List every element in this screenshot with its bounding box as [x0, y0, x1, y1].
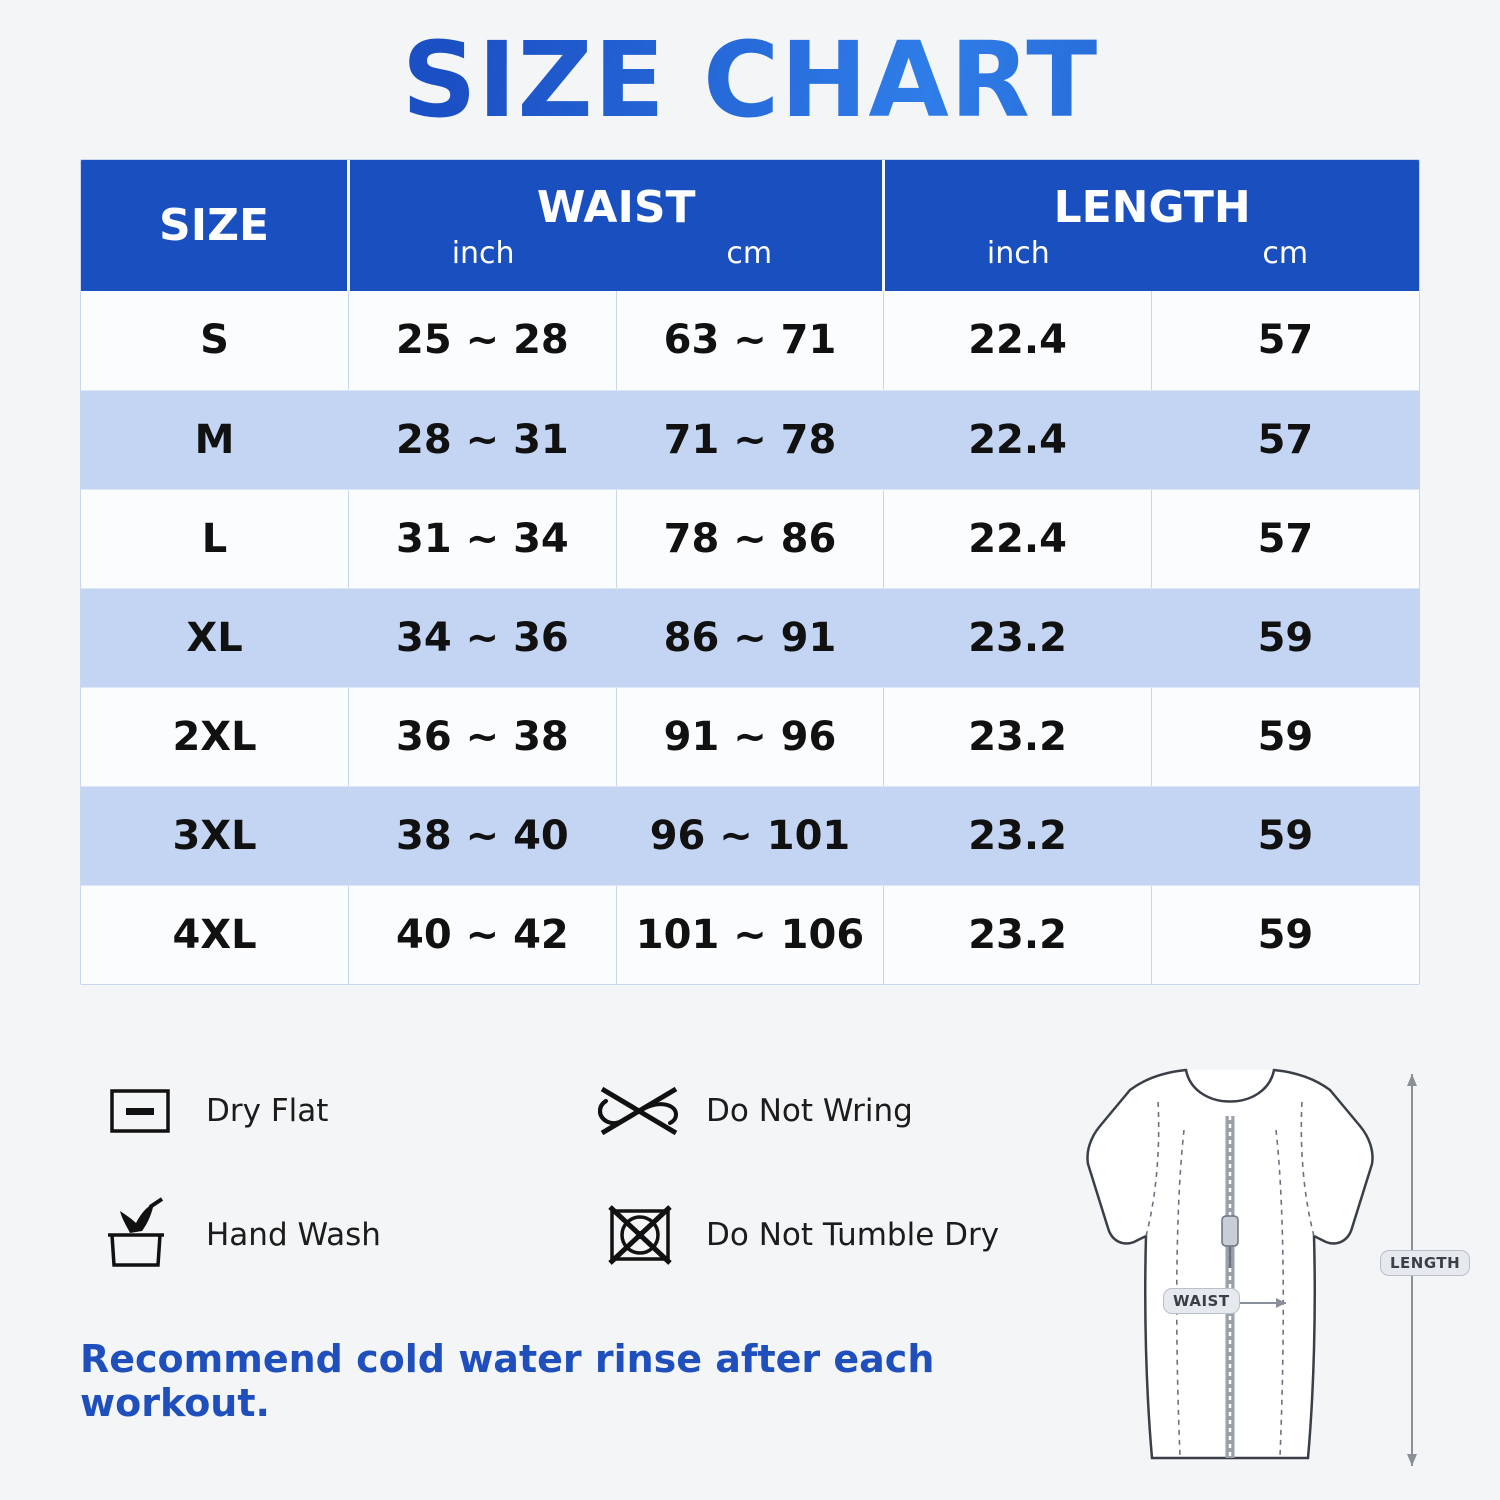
cell-size: XL [81, 588, 349, 687]
cell-size: 3XL [81, 786, 349, 885]
cell-length-cm: 59 [1151, 885, 1419, 984]
waist-measure-tag: WAIST [1163, 1288, 1240, 1314]
table-row [81, 588, 1419, 687]
cell-length-cm: 59 [1151, 588, 1419, 687]
care-label: Do Not Tumble Dry [706, 1217, 1000, 1253]
cell-length-cm: 57 [1151, 390, 1419, 489]
cell-waist-cm: 63 ~ 71 [616, 291, 884, 390]
care-label: Dry Flat [206, 1093, 329, 1129]
subheader-waist-cm: cm [616, 234, 884, 291]
recommendation-text: Recommend cold water rinse after each workout. [80, 1337, 935, 1425]
cell-length-cm: 59 [1151, 687, 1419, 786]
cell-waist-inch: 31 ~ 34 [349, 489, 617, 588]
cell-waist-inch: 38 ~ 40 [349, 786, 617, 885]
care-instructions [80, 1075, 1080, 1425]
cell-length-cm: 57 [1151, 291, 1419, 390]
cell-length-inch: 22.4 [884, 489, 1152, 588]
cell-waist-inch: 34 ~ 36 [349, 588, 617, 687]
cell-size: M [81, 390, 349, 489]
length-measure-tag: LENGTH [1380, 1250, 1470, 1276]
cell-waist-inch: 36 ~ 38 [349, 687, 617, 786]
care-item-do-not-tumble-dry [580, 1195, 1080, 1275]
cell-waist-cm: 71 ~ 78 [616, 390, 884, 489]
subheader-length-inch: inch [884, 234, 1152, 291]
table-row [81, 291, 1419, 390]
table-row [81, 390, 1419, 489]
size-chart-table [80, 159, 1420, 985]
cell-size: 2XL [81, 687, 349, 786]
cell-length-inch: 22.4 [884, 291, 1152, 390]
cell-waist-inch: 28 ~ 31 [349, 390, 617, 489]
cell-size: L [81, 489, 349, 588]
care-item-hand-wash [80, 1195, 580, 1275]
cell-length-inch: 23.2 [884, 786, 1152, 885]
cell-waist-inch: 40 ~ 42 [349, 885, 617, 984]
do-not-tumble-dry-icon [580, 1195, 700, 1275]
cell-length-inch: 23.2 [884, 687, 1152, 786]
cell-length-cm: 59 [1151, 786, 1419, 885]
cell-waist-cm: 96 ~ 101 [616, 786, 884, 885]
table-row [81, 687, 1419, 786]
cell-length-inch: 22.4 [884, 390, 1152, 489]
garment-diagram [1008, 1060, 1461, 1480]
column-header-length: LENGTH [884, 160, 1419, 234]
column-header-size: SIZE [81, 160, 349, 291]
do-not-wring-icon [580, 1075, 700, 1147]
cell-waist-cm: 101 ~ 106 [616, 885, 884, 984]
page-title: SIZE CHART [0, 0, 1500, 135]
care-item-do-not-wring [580, 1075, 1080, 1147]
table-row [81, 885, 1419, 984]
subheader-waist-inch: inch [349, 234, 617, 291]
cell-waist-cm: 78 ~ 86 [616, 489, 884, 588]
cell-length-inch: 23.2 [884, 588, 1152, 687]
cell-length-inch: 23.2 [884, 885, 1152, 984]
table-header [81, 160, 1419, 291]
table-row [81, 489, 1419, 588]
cell-size: S [81, 291, 349, 390]
table-row [81, 786, 1419, 885]
cell-size: 4XL [81, 885, 349, 984]
care-item-dry-flat [80, 1075, 580, 1147]
dry-flat-icon [80, 1075, 200, 1147]
cell-waist-cm: 86 ~ 91 [616, 588, 884, 687]
cell-waist-inch: 25 ~ 28 [349, 291, 617, 390]
care-label: Do Not Wring [706, 1093, 913, 1129]
cell-waist-cm: 91 ~ 96 [616, 687, 884, 786]
column-header-waist: WAIST [349, 160, 884, 234]
subheader-length-cm: cm [1151, 234, 1419, 291]
care-label: Hand Wash [206, 1217, 381, 1253]
cell-length-cm: 57 [1151, 489, 1419, 588]
hand-wash-icon [80, 1195, 200, 1275]
